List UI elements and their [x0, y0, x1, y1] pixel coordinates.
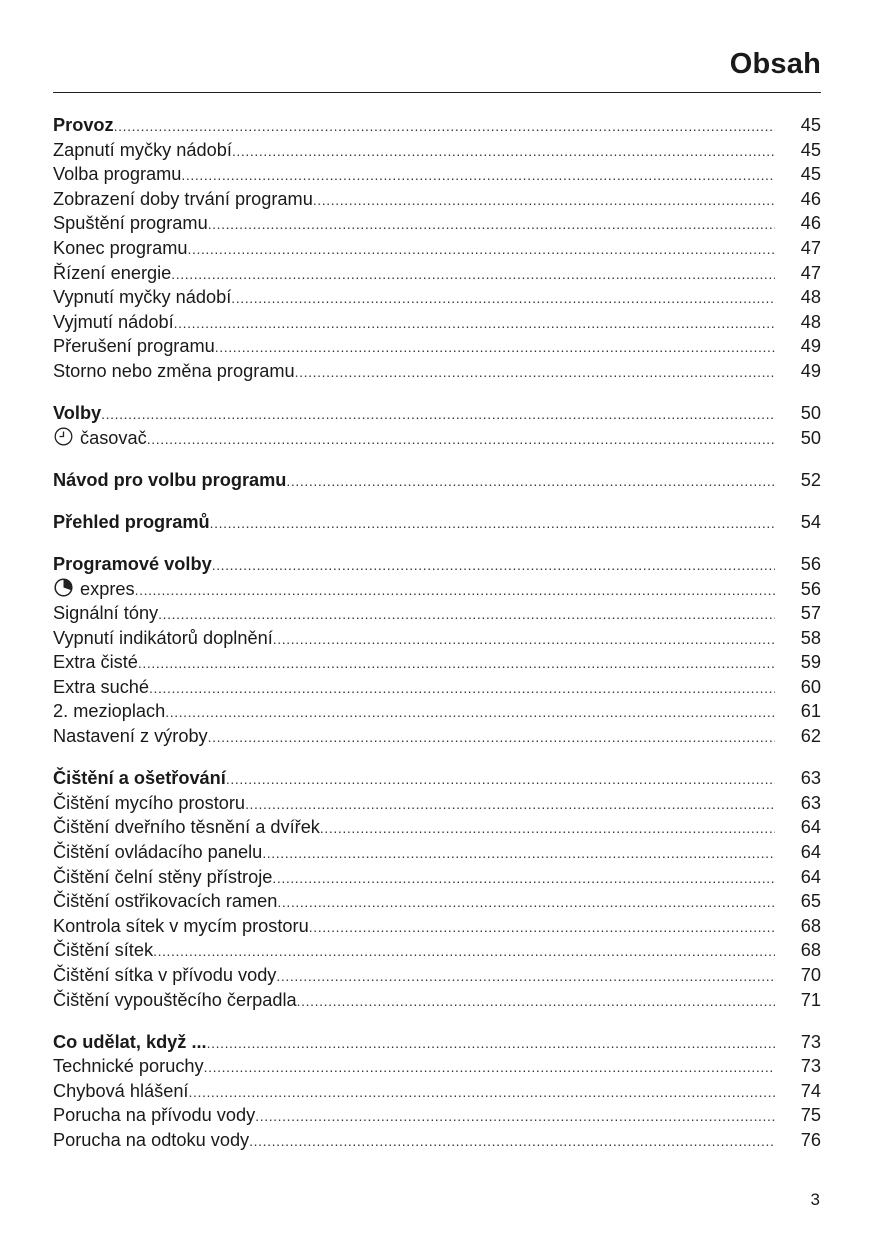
toc-page-number: 59 [800, 652, 821, 673]
toc-page-number: 46 [800, 188, 821, 209]
toc-page-number: 58 [800, 627, 821, 648]
dot-leader [208, 212, 775, 237]
toc-page-number: 68 [800, 915, 821, 936]
toc-chapter-entry [53, 468, 821, 493]
dot-leader [245, 792, 775, 817]
toc-entry-label [53, 840, 262, 865]
dot-leader [158, 602, 775, 627]
toc-entry-text: Porucha na přívodu vody [53, 1105, 256, 1126]
toc-page-number: 57 [800, 603, 821, 624]
dot-leader [232, 139, 775, 164]
toc-entry-text: Čištění ostřikovacích ramen [53, 891, 278, 912]
toc-chapter-entry [53, 1030, 821, 1055]
toc-entry-label [53, 889, 277, 914]
toc-chapter-entry [53, 552, 821, 577]
toc-page-number: 52 [800, 469, 821, 490]
dot-leader [320, 816, 775, 841]
toc-entry [53, 963, 821, 988]
dot-leader [208, 725, 775, 750]
toc-entry [53, 791, 821, 816]
toc-entry [53, 1103, 821, 1128]
toc-entry-label [53, 426, 147, 451]
toc-entry-text: Storno nebo změna programu [53, 360, 295, 381]
toc-page-number: 74 [800, 1080, 821, 1101]
dot-leader [149, 676, 775, 701]
toc-entry-text: Čištění a ošetřování [53, 768, 226, 789]
toc-entry-text: Spuštění programu [53, 213, 208, 234]
toc-page-number: 45 [800, 115, 821, 135]
toc-entry-text: Konec programu [53, 237, 188, 258]
toc-entry-label [53, 577, 135, 602]
dot-leader [272, 866, 775, 891]
toc-page-number: 45 [800, 164, 821, 185]
toc-entry [53, 1054, 821, 1079]
toc-page-number: 64 [800, 817, 821, 838]
toc-entry-label [53, 699, 165, 724]
toc-page-number: 47 [800, 262, 821, 283]
toc-page-number: 63 [800, 768, 821, 789]
toc-entry-label [53, 766, 226, 791]
toc-entry-text: Zobrazení doby trvání programu [53, 188, 313, 209]
toc-section [53, 468, 821, 493]
dot-leader [212, 553, 775, 578]
dot-leader [295, 360, 775, 385]
toc-entry-label [53, 988, 297, 1013]
toc-entry-text: Kontrola sítek v mycím prostoru [53, 915, 309, 936]
toc-entry-label [53, 113, 114, 138]
toc-entry-label [53, 187, 313, 212]
toc-entry-label [53, 285, 231, 310]
toc-entry-label [53, 914, 309, 939]
toc-section [53, 552, 821, 749]
toc-entry-label [53, 963, 276, 988]
toc-page-number: 60 [800, 676, 821, 697]
dot-leader [147, 427, 775, 452]
toc-entry-label [53, 865, 272, 890]
toc-entry-text: Čištění sítka v přívodu vody [53, 964, 277, 985]
toc-entry-label [53, 815, 320, 840]
dot-leader [286, 469, 775, 494]
toc-entry-text: Extra suché [53, 676, 150, 697]
dot-leader [262, 841, 775, 866]
toc-page-number: 76 [800, 1129, 821, 1150]
dot-leader [273, 627, 775, 652]
toc-entry [53, 626, 821, 651]
dot-leader [114, 114, 775, 139]
toc-entry-label [53, 359, 295, 384]
dot-leader [204, 1055, 775, 1080]
toc-entry-label [53, 1054, 204, 1079]
toc-page-number: 48 [800, 287, 821, 308]
toc-entry-text: časovač [80, 427, 147, 448]
toc-entry [53, 650, 821, 675]
toc-entry-label [53, 938, 153, 963]
toc-entry-text: Vypnutí myčky nádobí [53, 287, 232, 308]
toc-entry-label [53, 1103, 255, 1128]
toc-entry-label [53, 138, 232, 163]
dot-leader [188, 1080, 775, 1105]
toc-entry-text: Vypnutí indikátorů doplnění [53, 627, 273, 648]
toc-page-number: 70 [800, 964, 821, 985]
toc-page-number: 75 [800, 1105, 821, 1126]
dot-leader [276, 964, 775, 989]
header-divider [53, 92, 821, 93]
toc-page-number: 49 [800, 336, 821, 357]
toc-section [53, 1030, 821, 1153]
toc-entry-text: Čištění sítek [53, 940, 154, 961]
dot-leader [255, 1104, 775, 1129]
toc-entry [53, 1079, 821, 1104]
toc-entry-label [53, 468, 286, 493]
toc-entry [53, 724, 821, 749]
dot-leader [309, 915, 775, 940]
toc-entry-text: Volby [53, 403, 102, 424]
toc-entry-text: Programové volby [53, 553, 212, 574]
dot-leader [135, 578, 775, 603]
dot-leader [153, 939, 775, 964]
toc-entry [53, 815, 821, 840]
toc-entry [53, 261, 821, 286]
toc-entry-text: Provoz [53, 115, 114, 135]
toc-section [53, 766, 821, 1012]
toc-page-number: 48 [800, 311, 821, 332]
dot-leader [174, 311, 775, 336]
toc-entry-text: Extra čisté [53, 652, 138, 673]
toc-entry [53, 675, 821, 700]
toc-entry [53, 187, 821, 212]
dot-leader [101, 402, 775, 427]
toc-chapter-entry [53, 401, 821, 426]
toc-entry [53, 938, 821, 963]
toc-entry-label [53, 510, 210, 535]
toc-entry-text: Čištění mycího prostoru [53, 792, 246, 813]
dot-leader [215, 335, 775, 360]
toc-entry [53, 162, 821, 187]
toc-page-number: 50 [800, 427, 821, 448]
toc-entry-label [53, 650, 138, 675]
dot-leader [171, 262, 775, 287]
toc-entry-label [53, 675, 149, 700]
table-of-contents [53, 113, 821, 1170]
toc-entry-label [53, 724, 208, 749]
toc-entry [53, 310, 821, 335]
toc-entry [53, 334, 821, 359]
toc-page-number: 47 [800, 237, 821, 258]
toc-section [53, 510, 821, 535]
toc-entry-label [53, 791, 245, 816]
toc-chapter-entry [53, 510, 821, 535]
toc-entry-text: Čištění ovládacího panelu [53, 841, 263, 862]
toc-entry [53, 1128, 821, 1153]
toc-entry [53, 988, 821, 1013]
toc-entry-label [53, 261, 171, 286]
toc-entry-text: Porucha na odtoku vody [53, 1129, 250, 1150]
toc-entry-label [53, 1030, 207, 1055]
dot-leader [277, 890, 775, 915]
toc-entry-text: Zapnutí myčky nádobí [53, 139, 232, 160]
toc-entry [53, 285, 821, 310]
toc-page-number: 71 [800, 989, 821, 1010]
toc-entry-text: Přehled programů [53, 511, 210, 532]
toc-entry [53, 889, 821, 914]
dot-leader [313, 188, 775, 213]
toc-page-number: 56 [800, 553, 821, 574]
toc-entry-label [53, 211, 208, 236]
toc-chapter-entry [53, 766, 821, 791]
toc-entry-label [53, 552, 212, 577]
dot-leader [138, 651, 775, 676]
toc-chapter-entry [53, 113, 821, 138]
toc-page-number: 73 [800, 1031, 821, 1052]
toc-entry-text: Řízení energie [53, 262, 172, 283]
toc-entry-text: Technické poruchy [53, 1056, 204, 1077]
toc-entry [53, 840, 821, 865]
toc-entry-text: Přerušení programu [53, 336, 215, 357]
toc-page-number: 61 [800, 701, 821, 722]
toc-section [53, 113, 821, 384]
toc-entry-text: 2. mezioplach [53, 701, 166, 722]
toc-entry-text: Vyjmutí nádobí [53, 311, 174, 332]
dot-leader [207, 1031, 775, 1056]
toc-entry-label [53, 236, 187, 261]
toc-page-number: 45 [800, 139, 821, 160]
toc-entry-text: Co udělat, když ... [53, 1031, 207, 1052]
toc-page-number: 50 [800, 403, 821, 424]
toc-entry [53, 699, 821, 724]
toc-entry [53, 236, 821, 261]
toc-page-number: 46 [800, 213, 821, 234]
toc-entry-label [53, 162, 181, 187]
dot-leader [165, 700, 775, 725]
express-icon [53, 577, 74, 597]
toc-entry-text: Nastavení z výroby [53, 726, 208, 747]
dot-leader [181, 163, 775, 188]
toc-page-number: 62 [800, 726, 821, 747]
toc-entry-text: Chybová hlášení [53, 1080, 189, 1101]
toc-section [53, 401, 821, 450]
toc-entry-label [53, 310, 174, 335]
toc-entry [53, 426, 821, 451]
toc-entry [53, 914, 821, 939]
toc-page-number: 65 [800, 891, 821, 912]
timer-icon [53, 426, 74, 446]
page-number: 3 [810, 1190, 820, 1209]
toc-entry-label [53, 626, 273, 651]
toc-page-number: 64 [800, 866, 821, 887]
toc-page-number: 56 [800, 578, 821, 599]
toc-entry-text: Volba programu [53, 164, 182, 185]
toc-page-number: 54 [800, 511, 821, 532]
toc-entry [53, 577, 821, 602]
toc-page-number: 64 [800, 841, 821, 862]
toc-entry [53, 211, 821, 236]
dot-leader [249, 1129, 775, 1154]
toc-entry [53, 138, 821, 163]
dot-leader [226, 767, 775, 792]
toc-page-number: 68 [800, 940, 821, 961]
toc-entry [53, 601, 821, 626]
dot-leader [210, 511, 775, 536]
toc-entry-text: expres [80, 578, 135, 599]
toc-entry-label [53, 401, 101, 426]
dot-leader [187, 237, 775, 262]
toc-entry-text: Čištění čelní stěny přístroje [53, 866, 273, 887]
toc-entry-label [53, 1128, 249, 1153]
toc-entry-text: Čištění vypouštěcího čerpadla [53, 989, 297, 1010]
toc-entry-text: Návod pro volbu programu [53, 469, 287, 490]
toc-entry [53, 865, 821, 890]
toc-entry-text: Signální tóny [53, 603, 159, 624]
toc-entry-label [53, 601, 158, 626]
dot-leader [231, 286, 775, 311]
toc-entry-label [53, 1079, 188, 1104]
toc-entry [53, 359, 821, 384]
toc-page-number: 73 [800, 1056, 821, 1077]
toc-entry-text: Čištění dveřního těsnění a dvířek [53, 817, 320, 838]
dot-leader [297, 989, 775, 1014]
toc-entry-label [53, 334, 215, 359]
toc-page-number: 63 [800, 792, 821, 813]
page-title: Obsah [729, 48, 821, 80]
toc-page-number: 49 [800, 360, 821, 381]
